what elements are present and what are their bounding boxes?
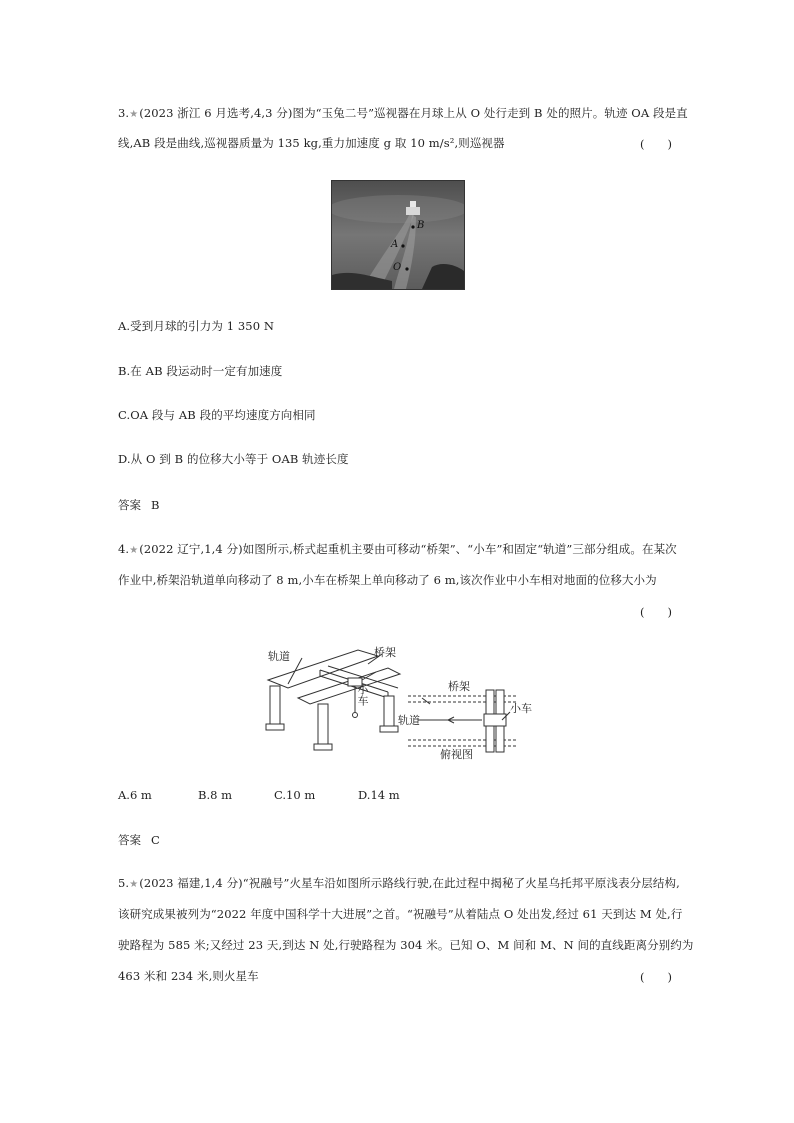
q3-option-b: B.在 AB 段运动时一定有加速度: [118, 364, 283, 378]
q4-stem-line-2: 作业中,桥架沿轨道单向移动了 8 m,小车在桥架上单向移动了 6 m,该次作业中小车相对地面的位移大小为: [118, 573, 657, 587]
crane-drawing: [258, 640, 538, 762]
q4-option-c: C.10 m: [274, 788, 316, 802]
q3-option-a: A.受到月球的引力为 1 350 N: [118, 319, 275, 333]
star-icon: ★: [129, 545, 139, 556]
q4-option-b: B.8 m: [198, 788, 232, 802]
q4-number: 4.: [118, 542, 130, 556]
label-bridge: 桥架: [374, 646, 396, 659]
q4-answer-value: C: [151, 833, 160, 847]
q4-stem-line-1: (2022 辽宁,1,4 分)如图所示,桥式起重机主要由可移动“桥架”、“小车”和固定“轨道”三部分组成。在某次: [139, 542, 677, 556]
q3-stem-line-2: 线,AB 段是曲线,巡视器质量为 135 kg,重力加速度 g 取 10 m/s²,则巡视器: [118, 136, 505, 150]
photo-label-o: O: [393, 262, 402, 273]
q4-answer-label: 答案: [118, 833, 141, 847]
q4-options: [118, 788, 518, 802]
q5-stem-line-2: 该研究成果被列为“2022 年度中国科学十大进展”之首。“祝融号”从着陆点 O 处出发,经过 61 天到达 M 处,行: [118, 907, 683, 921]
q3-option-d: D.从 O 到 B 的位移大小等于 OAB 轨迹长度: [118, 452, 349, 466]
q4-option-a: A.6 m: [118, 788, 152, 802]
label-bridge-topview: 桥架: [448, 680, 470, 693]
star-icon: ★: [129, 879, 139, 890]
q3-stem-line-1: (2023 浙江 6 月选考,4,3 分)图为“玉兔二号”巡视器在月球上从 O 处行走到 B 处的照片。轨迹 OA 段是直: [139, 106, 688, 120]
q5-stem-line-1: (2023 福建,1,4 分)“祝融号”火星车沿如图所示路线行驶,在此过程中揭秘了火星乌托邦平原浅表分层结构,: [139, 876, 680, 890]
label-cart-topview: 小车: [510, 702, 532, 715]
label-track-topview: 轨道: [398, 714, 420, 727]
photo-label-b: B: [417, 220, 425, 231]
q3-answer-paren: ( ): [640, 137, 672, 151]
photo-label-a: A: [391, 239, 399, 250]
q4-line-1: [118, 542, 677, 558]
label-topview: 俯视图: [440, 748, 473, 761]
q5-answer-paren: ( ): [640, 970, 672, 984]
q4-answer-paren: ( ): [640, 605, 672, 619]
crane-figure: [258, 640, 538, 762]
star-icon: ★: [129, 109, 139, 120]
q4-answer: [118, 832, 160, 848]
q5-number: 5.: [118, 876, 130, 890]
q5-stem-line-3: 驶路程为 585 米;又经过 23 天,到达 N 处,行驶路程为 304 米。已知 O、M 间和 M、N 间的直线距离分别约为: [118, 938, 694, 952]
q3-option-c: C.OA 段与 AB 段的平均速度方向相同: [118, 408, 316, 422]
q3-answer-label: 答案: [118, 498, 141, 512]
q3-answer: [118, 497, 159, 513]
q4-option-d: D.14 m: [358, 788, 400, 802]
q3-answer-value: B: [151, 498, 160, 512]
label-track: 轨道: [268, 650, 290, 663]
label-cart: 小车: [356, 684, 369, 706]
rover-photo: [331, 180, 465, 290]
q5-line-1: [118, 876, 680, 892]
q5-stem-line-4: 463 米和 234 米,则火星车: [118, 969, 259, 983]
q3-number: 3.: [118, 106, 130, 120]
q3-line-1: [118, 106, 688, 122]
